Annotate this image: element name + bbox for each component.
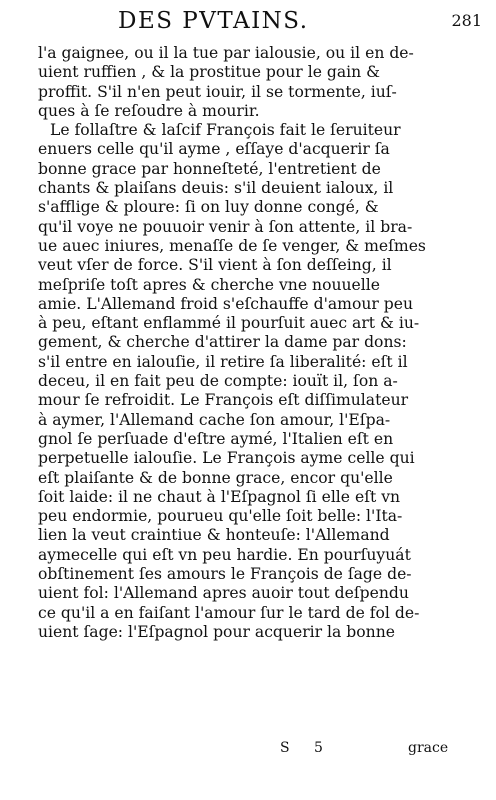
text-line: s'afflige & ploure: ſi on luy donne congé, & (38, 198, 379, 217)
text-line: eſt plaiſante & de bonne grace, encor qu'elle (38, 468, 393, 487)
text-line: ſoit laide: il ne chaut à l'Eſpagnol ſi elle eſt vn (38, 487, 401, 506)
text-line: mour ſe refroidit. Le François eſt diſſimulateur (38, 391, 409, 410)
text-line: deceu, il en fait peu de compte: iouït il, ſon a- (38, 372, 398, 391)
text-line: à aymer, l'Allemand cache ſon amour, l'Eſpa- (38, 410, 391, 429)
page-footer (0, 740, 496, 762)
body-text (38, 44, 488, 642)
text-line: perpetuelle ialouſie. Le François ayme celle qui (38, 449, 415, 468)
page-header (0, 8, 496, 38)
text-line: ce qu'il a en faiſant l'amour ſur le tard de fol de- (38, 603, 420, 622)
text-line: uient ruffien , & la prostitue pour le gain & (38, 63, 381, 82)
text-line: ue auec iniures, menaſſe de ſe venger, & meſmes (38, 236, 426, 255)
text-line: aymecelle qui eſt vn peu hardie. En pourſuyuát (38, 545, 411, 564)
text-line: amie. L'Allemand froid s'eſchauffe d'amour peu (38, 294, 414, 313)
text-line: peu endormie, pourueu qu'elle ſoit belle: l'Ita- (38, 507, 403, 526)
text-line: veut vſer de force. S'il vient à ſon deſſeing, il (38, 256, 392, 275)
text-line: à peu, eſtant enflammé il pourſuit auec art & iu- (38, 314, 420, 333)
text-line: Le follaſtre & laſcif François fait le ſeruiteur (50, 121, 401, 140)
page-number: 281 (451, 11, 482, 30)
text-line: enuers celle qu'il ayme , eſſaye d'acquerir ſa (38, 140, 390, 159)
text-line: proffit. S'il n'en peut iouir, il se tormente, iuſ- (38, 82, 397, 101)
text-line: gement, & cherche d'attirer la dame par dons: (38, 333, 407, 352)
signature-mark: S 5 (280, 740, 333, 756)
text-line: meſpriſe toſt apres & cherche vne nouuelle (38, 275, 380, 294)
text-line: obſtinement ſes amours le François de ſage de- (38, 565, 412, 584)
text-line: lien la veut craintiue & honteuſe: l'Allemand (38, 526, 390, 545)
running-head: DES PVTAINS. (118, 8, 309, 34)
text-line: uient ſage: l'Eſpagnol pour acquerir la bonne (38, 622, 395, 641)
text-line: bonne grace par honneſteté, l'entretient de (38, 159, 381, 178)
text-line: l'a gaignee, ou il la tue par ialousie, ou il en de- (38, 44, 414, 62)
catchword: grace (408, 740, 449, 756)
text-line: qu'il voye ne pouuoir venir à ſon attente, il bra- (38, 217, 413, 236)
text-line: uient fol: l'Allemand apres auoir tout deſpendu (38, 584, 409, 603)
text-line: ques à ſe reſoudre à mourir. (38, 101, 260, 120)
text-line: s'il entre en ialouſie, il retire ſa liberalité: eſt il (38, 352, 408, 371)
text-line: gnol ſe perſuade d'eſtre aymé, l'Italien eſt en (38, 429, 394, 448)
text-line: chants & plaiſans deuis: s'il deuient ialoux, il (38, 179, 394, 198)
